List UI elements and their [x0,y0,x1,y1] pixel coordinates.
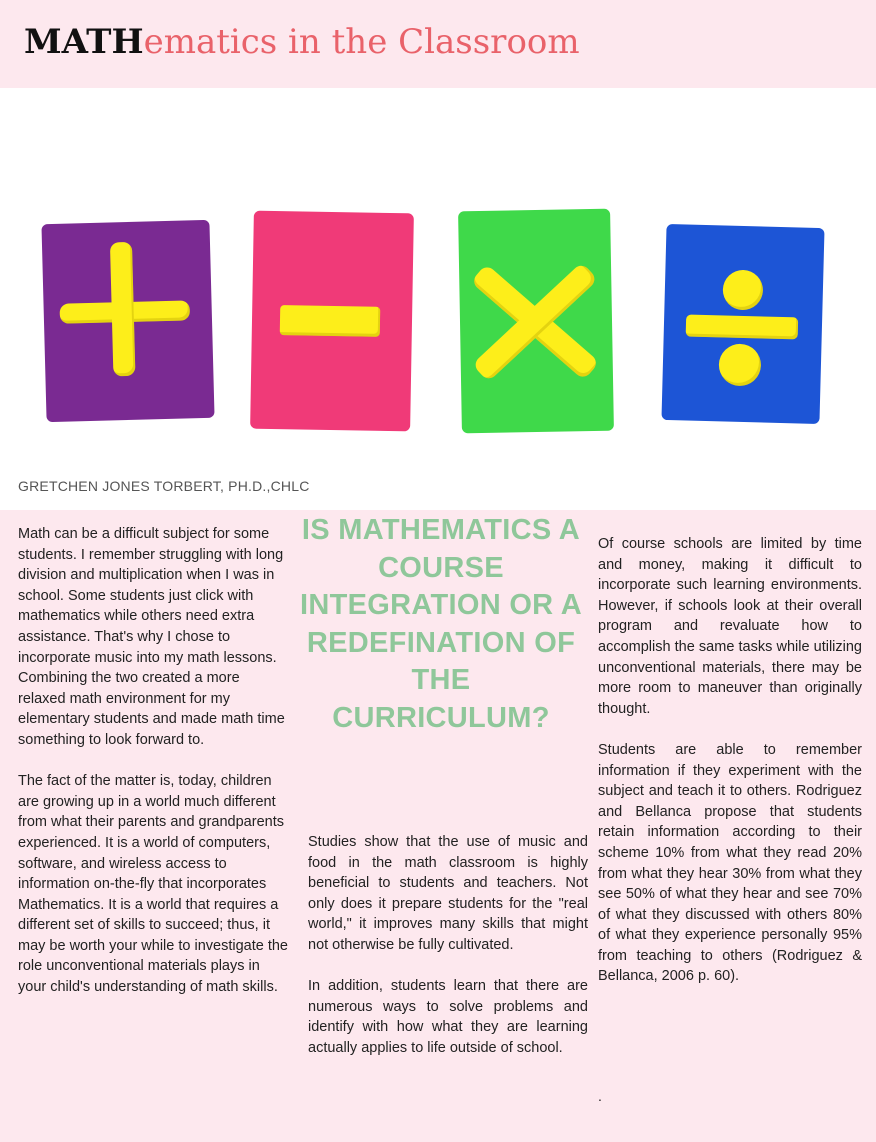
divide-icon-bar [686,315,799,340]
paragraph: Studies show that the use of music and food in the math classroom is highly beneficial to students and teachers. Not only does it prepare students for the "real world," it improves many skills that might not otherwise be fully cultivated. [308,834,588,953]
paragraph: Math can be a difficult subject for some students. I remember struggling with long division and multiplication when I was in school. Some students just click with mathematics while others need extra assistance. That's why I chose to incorporate music into my math lessons. Combining the two created a more relaxed math environment for my elementary students and made math time something to look forward to. [18,526,285,748]
title-strong: MATH [24,22,144,62]
trailing-period: . [598,1088,602,1104]
title-rest: ematics in the Classroom [143,22,580,62]
page-header [0,0,876,88]
paragraph: The fact of the matter is, today, children are growing up in a world much different from what their parents and grandparents experienced. It is a world of computers, software, and wireless access to information on-the-fly that incorporates Mathematics. It is a world that requires a different set of skills to succeed; thus, it may be worth your while to investigate the role unconventional materials plays in your child's understanding of math skills. [18,773,288,996]
divide-tile [661,224,824,424]
article-column-2 [308,832,588,1079]
multiply-tile [458,209,614,434]
article-column-3 [598,534,862,1008]
paragraph: Students are able to remember information if they experiment with the subject and teach it to others. Rodriguez and Bellanca propose that students retain information according to their scheme 10% from what they read 20% from what they hear 30% from what they see 50% of what they hear and see 70% of what they discussed with others 80% of what they experience personally 95% from teaching to others (Rodriguez & Bellanca, 2006 p. 60). [598,741,862,985]
page-title [24,20,580,64]
plus-tile [41,220,214,422]
minus-icon [280,305,381,337]
paragraph: In addition, students learn that there are numerous ways to solve problems and identify with how what they are learning actually applies to life outside of school. [308,978,588,1056]
author-byline: GRETCHEN JONES TORBERT, PH.D.,CHLC [18,478,310,494]
plus-icon-vertical [110,242,136,377]
minus-tile [250,211,414,432]
paragraph: Of course schools are limited by time and money, making it difficult to incorporate such learning environments. However, if schools look at their overall program and revaluate how to accomplish the same tasks while utilizing unconventional materials, there may be more room to maneuver than originally thought. [598,536,862,717]
divide-icon-bottom-dot [718,343,761,386]
article-headline: IS MATHEMATICS A COURSE INTEGRATION OR A REDEFINATION OF THE CURRICULUM? [300,514,582,734]
divide-icon-top-dot [722,269,763,310]
article-column-1 [18,524,288,1018]
